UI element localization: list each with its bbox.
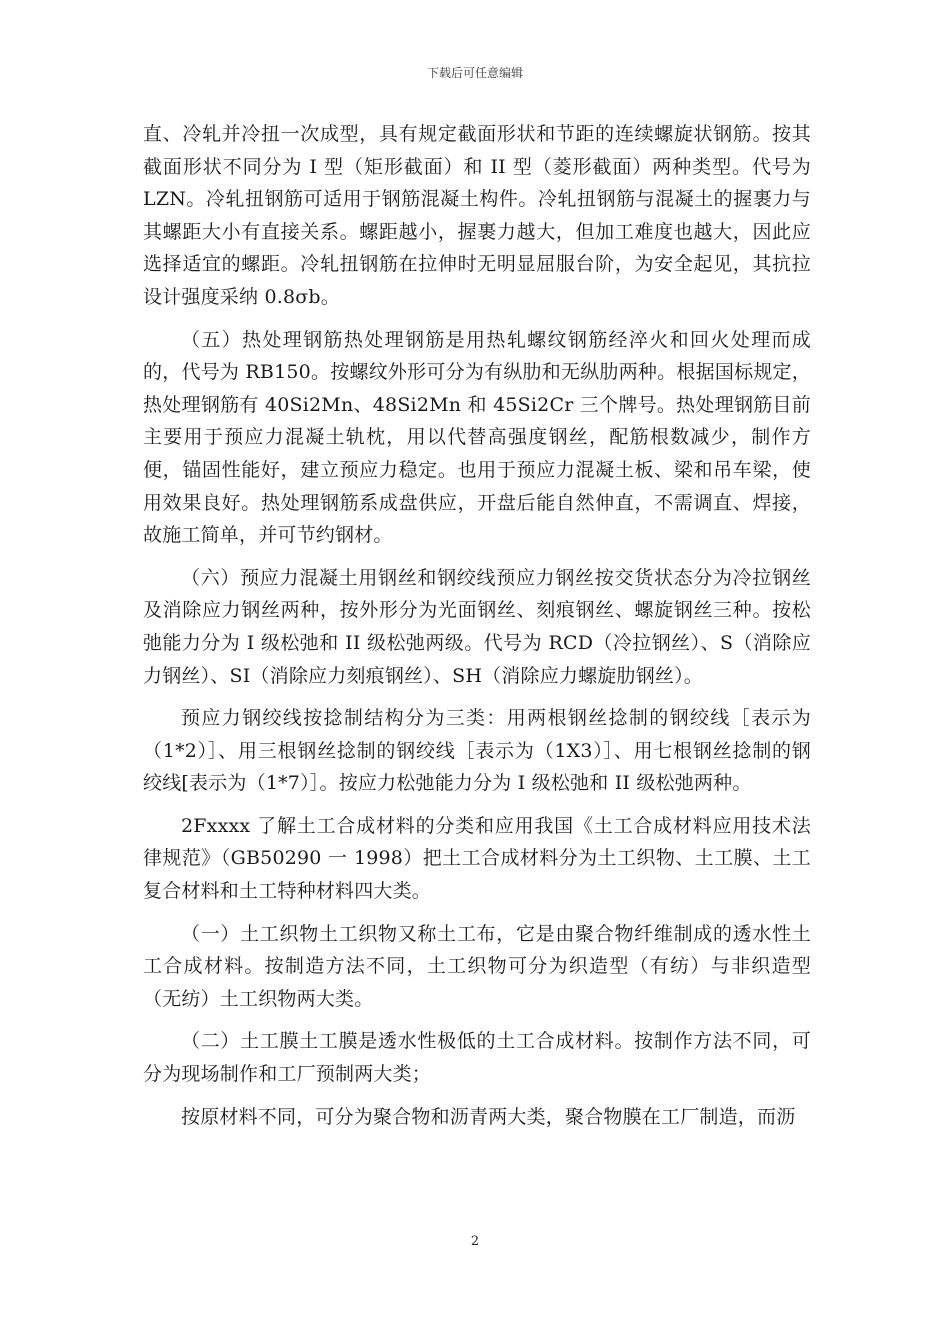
paragraph-geomembrane-materials: 按原材料不同，可分为聚合物和沥青两大类，聚合物膜在工厂制造，而沥 — [181, 1105, 796, 1128]
paragraph-prestressed-wire: （六）预应力混凝土用钢丝和钢绞线预应力钢丝按交货状态分为冷拉钢丝及消除应力钢丝两种，按外形分为光面钢丝、刻痕钢丝、螺旋钢丝三种。按松弛能力分为 I 级松弛和 II 级松弛两级。代号为 RCD（冷拉钢丝）、S（消除应力钢丝）、SI（消除应力刻痕钢丝）、SH（消除应力螺旋肋钢丝）。 — [143, 566, 811, 687]
paragraph-geotextile: （一）土工织物土工织物又称土工布，它是由聚合物纤维制成的透水性土工合成材料。按制造方法不同，土工织物可分为织造型（有纺）与非织造型（无纺）土工织物两大类。 — [143, 922, 811, 1010]
paragraph-prestressed-strand: 预应力钢绞线按捻制结构分为三类：用两根钢丝捻制的钢绞线［表示为（1*2）］、用三根钢丝捻制的钢绞线［表示为（1X3）］、用七根钢丝捻制的钢绞线[表示为（1*7）］。按应力松弛能力分为 I 级松弛和 II 级松弛两种。 — [143, 707, 811, 795]
paragraph-cold-rolled-twisted-rebar: 直、冷轧并冷扭一次成型，具有规定截面形状和节距的连续螺旋状钢筋。按其截面形状不同分为 I 型（矩形截面）和 II 型（菱形截面）两种类型。代号为LZN。冷轧扭钢筋可适用于钢筋混凝土构件。冷轧扭钢筋与混凝土的握裹力与其螺距大小有直接关系。螺距越小，握裹力越大，但加工难度也越大，因此应选择适宜的螺距。冷轧扭钢筋在拉伸时无明显屈服台阶，为安全起见，其抗拉设计强度采纳 0.8σb。 — [143, 123, 811, 308]
page-header: 下载后可任意编辑 — [426, 66, 523, 80]
paragraph-geosynthetics-intro: 2Fxxxx 了解土工合成材料的分类和应用我国《土工合成材料应用技术法律规范》（GB50290 一 1998）把土工合成材料分为土工织物、土工膜、土工复合材料和土工特种材料四大类。 — [143, 814, 811, 903]
paragraph-heat-treated-rebar: （五）热处理钢筋热处理钢筋是用热轧螺纹钢筋经淬火和回火处理而成的，代号为 RB150。按螺纹外形可分为有纵肋和无纵肋两种。根据国标规定，热处理钢筋有 40Si2Mn、48Si2Mn 和 45Si2Cr 三个牌号。热处理钢筋目前主要用于预应力混凝土轨枕，用以代替高强度钢丝，配筋根数减少，制作方便，锚固性能好，建立预应力稳定。也用于预应力混凝土板、梁和吊车梁，使用效果良好。热处理钢筋系成盘供应，开盘后能自然伸直，不需调直、焊接，故施工简单，并可节约钢材。 — [143, 328, 811, 547]
page-number: 2 — [470, 1234, 480, 1249]
document-body — [143, 118, 811, 1133]
paragraph-geomembrane: （二）土工膜土工膜是透水性极低的土工合成材料。按制作方法不同，可分为现场制作和工厂预制两大类； — [143, 1030, 811, 1086]
